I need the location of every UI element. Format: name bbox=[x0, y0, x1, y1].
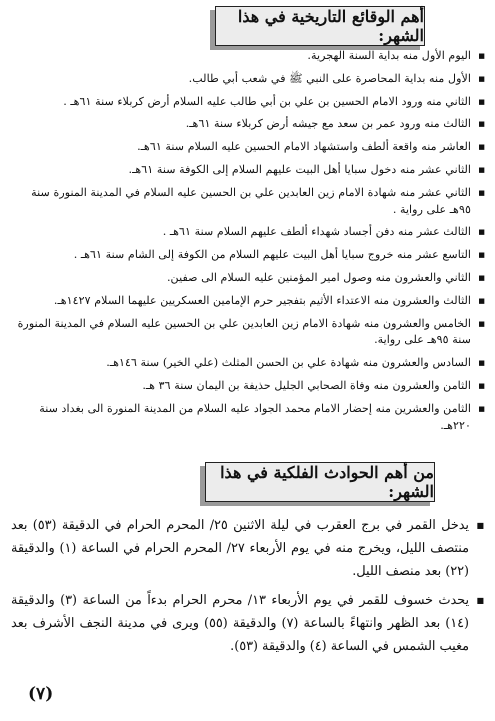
list-item: ■ الثاني منه ورود الامام الحسين بن علي بن أبي طالب عليه السلام أرض كربلاء سنة ٦١هـ . bbox=[11, 94, 487, 111]
list-item: ■ الثالث والعشرون منه الاعتداء الأثيم بتفجير حرم الإمامين العسكريين عليهما السلام ١٤٢٧هـ. bbox=[11, 293, 487, 310]
list-item: ■ اليوم الأول منه بداية السنة الهجرية. bbox=[11, 48, 487, 65]
list-item: ■ الثاني والعشرون منه وصول امير المؤمنين عليه السلام الى صفين. bbox=[11, 270, 487, 287]
list-item: ■ السادس والعشرون منه شهادة علي بن الحسن المثلث (علي الخير) سنة ١٤٦هـ. bbox=[11, 355, 487, 372]
list-item: ■ الثالث منه ورود عمر بن سعد مع جيشه أرض كربلاء سنة ٦١هـ. bbox=[11, 116, 487, 133]
page-number: (٧) bbox=[28, 684, 54, 704]
astronomical-events-list bbox=[11, 514, 487, 664]
list-item: ■ الخامس والعشرون منه شهادة الامام زين العابدين علي بن الحسين عليه السلام في المدينة المنورة سنة ٩٥هـ على رواية. bbox=[11, 316, 487, 350]
section-heading-astronomical-events: من أهم الحوادث الفلكية في هذا الشهر: bbox=[205, 462, 435, 502]
list-item: ■ الثاني عشر منه شهادة الامام زين العابدين علي بن الحسين عليه السلام في المدينة المنورة سنة ٩٥هـ على رواية . bbox=[11, 185, 487, 219]
historical-events-list bbox=[11, 48, 487, 440]
section-heading-historical-events: أهم الوقائع التاريخية في هذا الشهر: bbox=[215, 6, 425, 46]
list-item: ■ العاشر منه واقعة ألطف واستشهاد الامام الحسين عليه السلام سنة ٦١هـ. bbox=[11, 139, 487, 156]
list-item: ■ يدخل القمر في برج العقرب في ليلة الاثنين ٢٥/ المحرم الحرام في الدقيقة (٥٣) بعد منتصف الليل، ويخرج منه في يوم الأربعاء ٢٧/ المحرم الحرام في الساعة (١) والدقيقة (٢٢) بعد منصف الليل. bbox=[11, 514, 487, 583]
list-item: ■ يحدث خسوف للقمر في يوم الأربعاء ١٣/ محرم الحرام بدءاً من الساعة (٣) والدقيقة (١٤) بعد الظهر وانتهاءً بالساعة (٧) والدقيقة (٥٥) ويرى في مدينة النجف الأشرف بعد مغيب الشمس في الساعة (٤) والدقيقة (٥٣). bbox=[11, 589, 487, 658]
list-item: ■ الثاني عشر منه دخول سبايا أهل البيت عليهم السلام إلى الكوفة سنة ٦١هـ. bbox=[11, 162, 487, 179]
list-item: ■ الأول منه بداية المحاصرة على النبي ﷺ في شعب أبي طالب. bbox=[11, 71, 487, 88]
list-item: ■ الثامن والعشرين منه إحضار الامام محمد الجواد عليه السلام من المدينة المنورة الى بغداد سنة ٢٢٠هـ. bbox=[11, 401, 487, 435]
list-item: ■ الثامن والعشرون منه وفاة الصحابي الجليل حذيفة بن اليمان سنة ٣٦ هـ. bbox=[11, 378, 487, 395]
list-item: ■ الثالث عشر منه دفن أجساد شهداء ألطف عليهم السلام سنة ٦١هـ . bbox=[11, 224, 487, 241]
list-item: ■ التاسع عشر منه خروج سبايا أهل البيت عليهم السلام من الكوفة إلى الشام سنة ٦١هـ . bbox=[11, 247, 487, 264]
